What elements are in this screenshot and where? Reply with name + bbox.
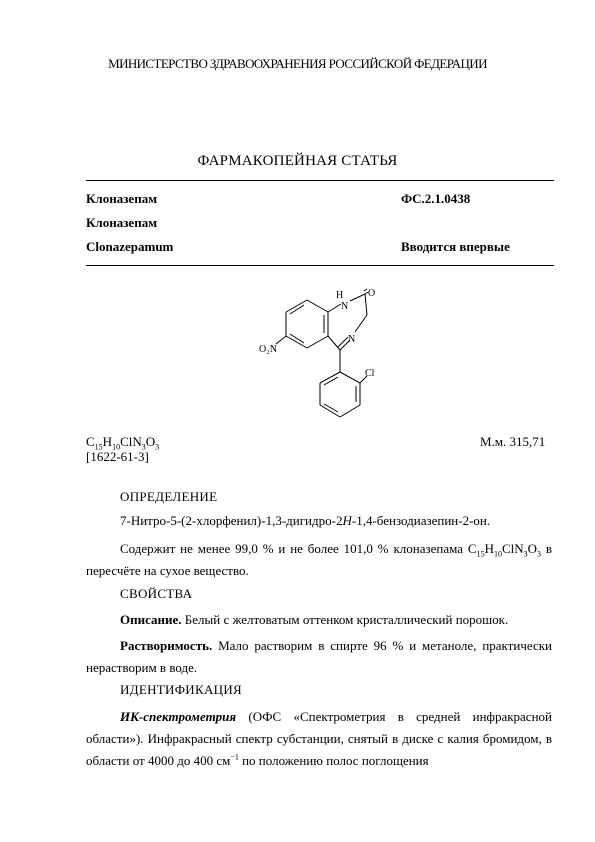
bond	[307, 336, 328, 348]
atom-cl: Cl	[365, 368, 375, 379]
properties-heading: СВОЙСТВА	[120, 586, 193, 601]
bond	[340, 405, 360, 417]
solubility-paragraph: Растворимость. Мало растворим в спирте 96 % и метаноле, практически нерастворим в воде.	[86, 638, 552, 675]
structural-formula	[245, 284, 395, 420]
bond	[350, 294, 365, 301]
bond	[276, 336, 286, 344]
molecular-formula: $C_{15}H_{10}ClN_3O_3$	[86, 434, 160, 452]
definition-text: 7-Нитро-5-(2-хлорфенил)-1,3-дигидро-2H-1,4-бензодиазепин-2-он.	[120, 513, 491, 528]
bond	[328, 304, 341, 312]
bond-inner	[290, 305, 304, 314]
divider-bottom	[86, 265, 554, 266]
content-paragraph: Содержит не менее 99,0 % и не более 101,0 % клоназепама $C_{15}H_{10}ClN_3O_3$ в пересчёте на сухое вещество.	[86, 541, 553, 578]
nitro-group: O₂N	[259, 344, 277, 355]
bond-inner	[290, 334, 304, 343]
drug-name-ru: Клоназепам	[86, 191, 158, 206]
bond-double	[338, 337, 348, 347]
bond-double	[364, 289, 367, 291]
document-title: ФАРМАКОПЕЙНАЯ СТАТЬЯ	[197, 153, 398, 169]
bond	[328, 336, 340, 350]
identification-heading: ИДЕНТИФИКАЦИЯ	[120, 682, 242, 697]
introduction-status: Вводится впервые	[401, 239, 510, 254]
atom-o: O	[368, 288, 376, 299]
divider-top	[86, 180, 554, 181]
atom-n: N	[348, 334, 356, 345]
definition-heading: ОПРЕДЕЛЕНИЕ	[120, 489, 218, 504]
molar-mass: М.м. 315,71	[480, 434, 546, 449]
ir-paragraph: ИК-спектрометрия (ОФС «Спектрометрия в средней инфракрасной области»). Инфракрасный спектр субстанции, снятый в диске с калия бромидом, в области от 4000 до 400 $см^{-1}$ по положению полос поглощения	[86, 709, 552, 768]
atom-h: H	[336, 290, 344, 301]
bond-inner	[324, 404, 338, 412]
atom-nh: N	[341, 301, 349, 312]
bond-inner	[324, 377, 338, 385]
bond	[307, 300, 328, 312]
ministry-header: МИНИСТЕРСТВО ЗДРАВООХРАНЕНИЯ РОССИЙСКОЙ ФЕДЕРАЦИИ	[108, 56, 487, 71]
bond	[365, 294, 367, 315]
bond	[355, 315, 367, 332]
drug-name-latin: Clonazepamum	[86, 239, 174, 254]
bond	[340, 372, 360, 383]
monograph-code: ФС.2.1.0438	[401, 191, 471, 206]
description-paragraph: Описание. Белый с желтоватым оттенком кристаллический порошок.	[120, 612, 509, 627]
drug-name-ru-2: Клоназепам	[86, 215, 158, 230]
cas-number: [1622-61-3]	[86, 449, 149, 464]
